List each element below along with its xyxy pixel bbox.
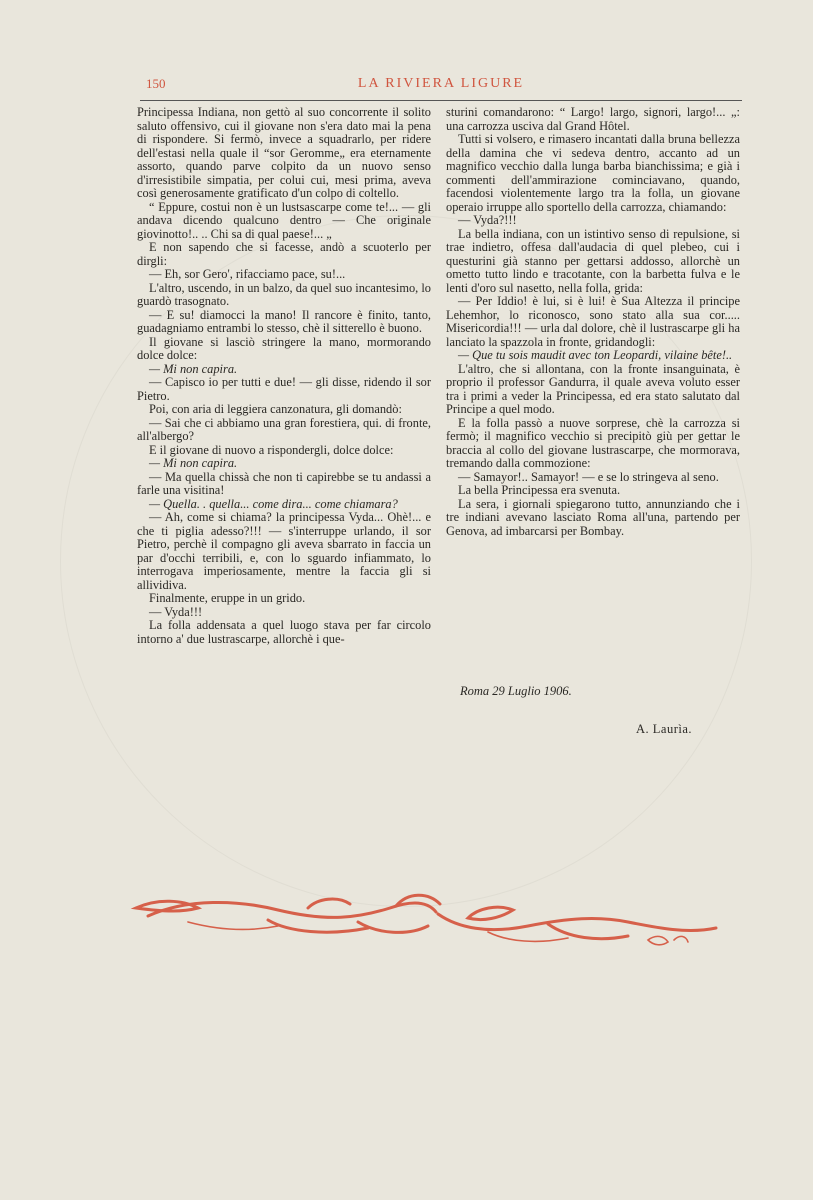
paragraph: — Per Iddio! è lui, si è lui! è Sua Altezza il principe Lehemhor, lo riconosco, sono stato alla sua cor..... Misericordia!!! — urla dal dolore, chè il lustrascarpe gli ha lanciato la spazzola in fronte, gridandogli: xyxy=(446,294,740,349)
paragraph: Poi, con aria di leggiera canzonatura, gli domandò: xyxy=(149,402,402,416)
paragraph: — Vyda?!!! xyxy=(458,213,517,227)
paragraph: La bella Principessa era svenuta. xyxy=(458,483,621,497)
paragraph: — Vyda!!! xyxy=(149,604,203,619)
text-column-right xyxy=(446,106,740,538)
signoff-date: Roma 29 Luglio 1906. xyxy=(460,684,572,698)
paragraph: — Ah, come si chiama? la principessa Vyda... Ohè!... e che ti piglia adesso?!!! — s'interruppe urlando, il sor Pietro, perchè il compagno gli aveva sbarrato in faccia un par d'occhi terribili, e, con lo sguardo infiammato, lo interrogava imperiosamente, mentre la faccia gli si allividiva. xyxy=(137,510,431,592)
paragraph: E il giovane di nuovo a rispondergli, dolce dolce: xyxy=(149,442,394,457)
paragraph: Finalmente, eruppe in un grido. xyxy=(149,591,306,605)
paragraph: Tutti si volsero, e rimasero incantati dalla bruna bellezza della damina che vi sedeva dentro, accanto ad un magnifico vecchio dalla lunga barba bianchissima; e già i commenti dell'ammirazione cominciavano, quando, facendosi violentemente largo tra la folla, un giovane operaio irruppe allo sportello della carrozza, chiamando: xyxy=(446,132,740,214)
paragraph: La sera, i giornali spiegarono tutto, annunziando che i tre indiani avevano lasciato Roma all'una, partendo per Genova, ad imbarcarsi per Bombay. xyxy=(446,496,740,538)
paragraph: “ Eppure, costui non è un lustsascarpe come te!... — gli andava dicendo qualcuno dentro — Che originale giovinotto!.. .. Chi sa di qual paese!... „ xyxy=(137,199,431,241)
paragraph: L'altro, che si allontana, con la fronte insanguinata, è proprio il professor Gandurra, il quale aveva voluto esser tra i primi a veder la Principessa, ed era stato salutato dal Principe a quel modo. xyxy=(446,361,740,416)
paragraph: — Que tu sois maudit avec ton Leopardi, vilaine bête!.. xyxy=(458,348,733,362)
paragraph: — Capisco io per tutti e due! — gli disse, ridendo il sor Pietro. xyxy=(137,375,431,403)
paragraph: L'altro, uscendo, in un balzo, da quel suo incantesimo, lo guardò trasognato. xyxy=(137,280,431,308)
running-title: LA RIVIERA LIGURE xyxy=(357,76,525,91)
paragraph: E non sapendo che si facesse, andò a scuoterlo per dirgli: xyxy=(137,240,431,268)
paragraph: Principessa Indiana, non gettò al suo concorrente il solito saluto offensivo, cui il giovane non s'era dato mai la pena di rispondere. Si fermò, invece a squadrarlo, per ridere dell'estasi nella quale il “sor Geromme„ era eternamente assorto, quando parve colpito da un nuovo senso d'irresistibile simpatia, per colui cui, mesi prima, aveva così generosamente gratificato d'un colpo di coltello. xyxy=(137,105,431,200)
decorative-swirl-ornament-icon xyxy=(128,878,728,958)
paragraph: Il giovane si lasciò stringere la mano, mormorando dolce dolce: xyxy=(137,334,431,362)
paragraph: — Eh, sor Gero', rifacciamo pace, su!... xyxy=(149,267,346,281)
page-number: 150 xyxy=(146,76,166,91)
paragraph: sturini comandarono: “ Largo! largo, signori, largo!... „: una carrozza usciva dal Grand Hôtel. xyxy=(446,105,740,133)
paragraph: — Mi non capira. xyxy=(149,361,238,376)
page-header xyxy=(140,76,742,96)
paragraph: — Quella. . quella... come dira... come chiamara? xyxy=(149,496,398,511)
text-column-left xyxy=(137,106,431,646)
paragraph: La bella indiana, con un istintivo senso di repulsione, si trae indietro, offesa dall'audacia di quel plebeo, cui i questurini già stanno per gettarsi addosso, allorchè un ometto tutto lindo e tracotante, con la barbetta fulva e le lenti d'oro sul nasetto, nella folla, grida: xyxy=(446,226,740,295)
paragraph: — Samayor!.. Samayor! — e se lo stringeva al seno. xyxy=(458,469,719,484)
header-rule xyxy=(140,100,742,101)
paragraph: — Ma quella chissà che non ti capirebbe se tu andassi a farle una visitina! xyxy=(137,469,431,497)
author-signature: A. Laurìa. xyxy=(636,722,693,736)
paragraph: La folla addensata a quel luogo stava per far circolo intorno a' due lustrascarpe, allorchè i que- xyxy=(137,618,431,646)
paragraph: E la folla passò a nuove sorprese, chè la carrozza si fermò; il magnifico vecchio si precipitò giù per gettar le braccia al collo del giovane lustrascarpe, che mormorava, tremando dalla commozione: xyxy=(446,415,740,470)
paragraph: — Mi non capira. xyxy=(149,456,238,470)
paragraph: — E su! diamocci la mano! Il rancore è finito, tanto, guadagniamo entrambi lo stesso, chè il sitterello è buono. xyxy=(137,307,431,335)
paragraph: — Sai che ci abbiamo una gran forestiera, qui. di fronte, all'albergo? xyxy=(137,415,431,443)
